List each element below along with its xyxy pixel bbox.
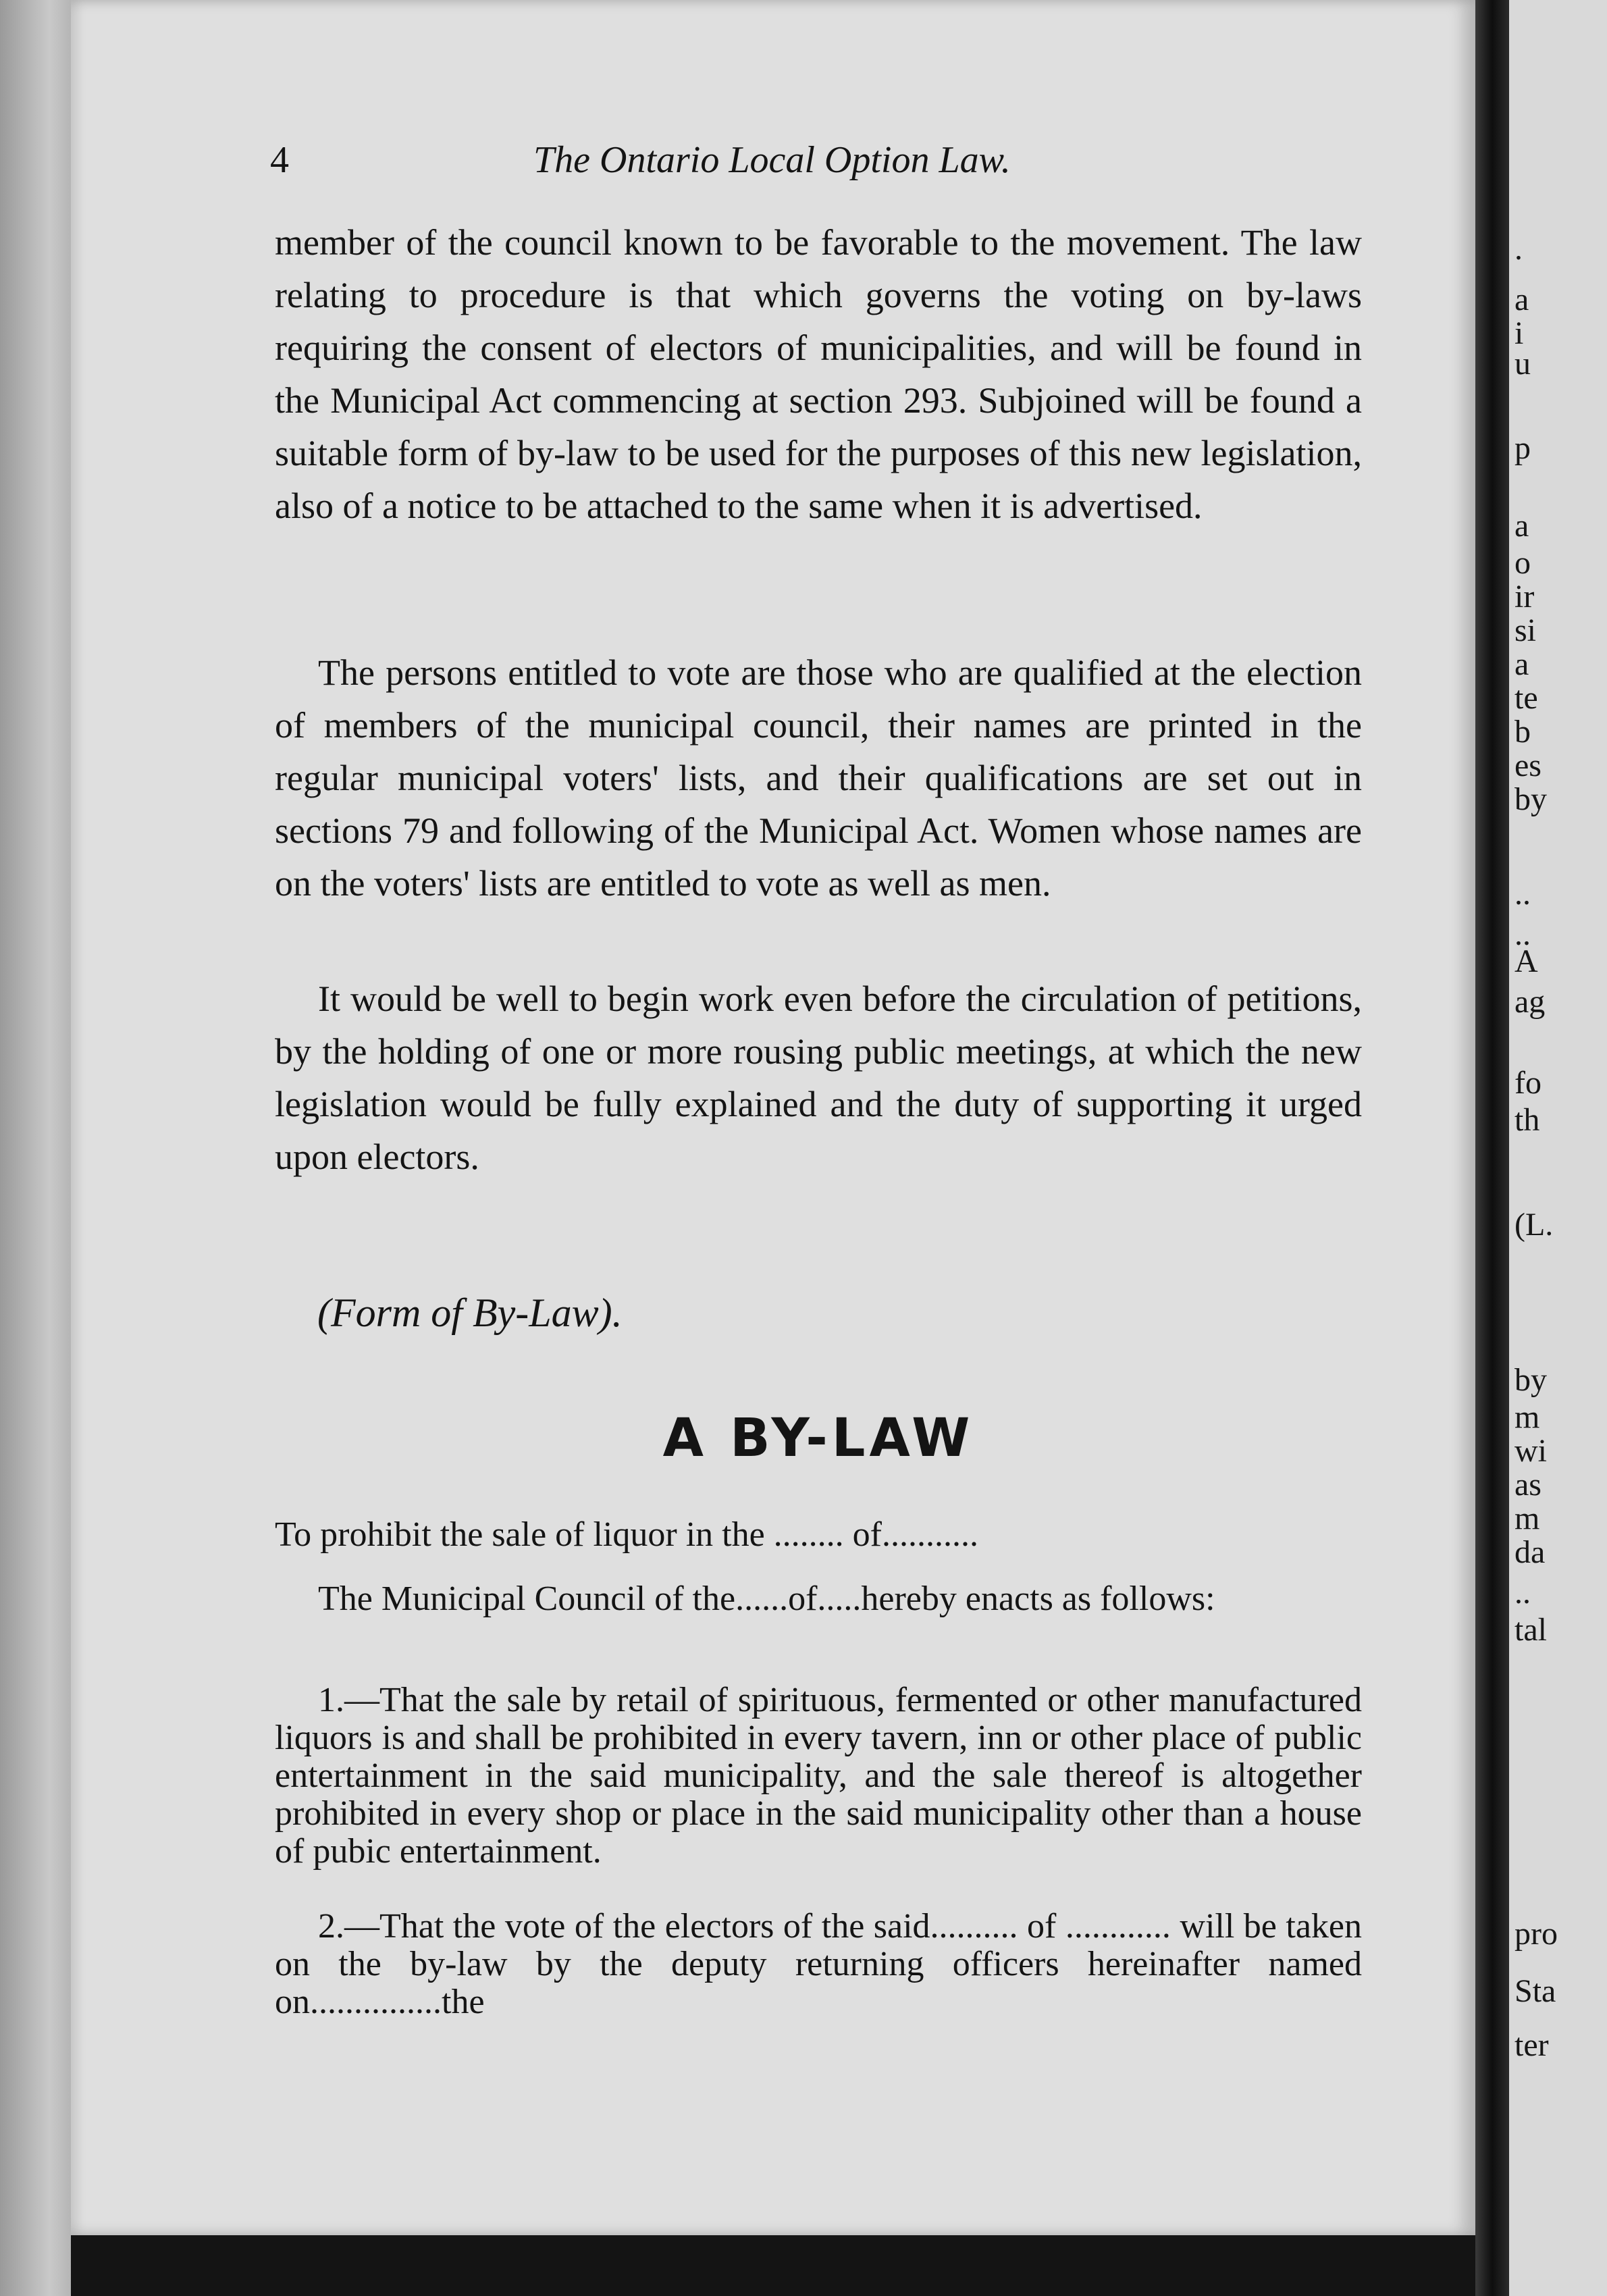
page-header xyxy=(270,138,1384,192)
paragraph-procedure: member of the council known to be favorable to the movement. The law relating to procedure is that which governs the voting on by-laws requiring the consent of electors of municipalities, and will be found in the Municipal Act commencing at section 293. Subjoined will be found a suitable form of by-law to be used for the purposes of this new legislation, also of a notice to be attached to the same when it is advertised. xyxy=(275,222,1362,526)
adjacent-page-fragment: m xyxy=(1514,1399,1540,1435)
page-number: 4 xyxy=(270,139,289,181)
adjacent-page-fragment: si xyxy=(1514,612,1537,648)
adjacent-page-fragment: m xyxy=(1514,1501,1540,1536)
book-gutter xyxy=(1475,0,1509,2296)
bylaw-heading: A BY-LAW xyxy=(662,1408,974,1469)
bylaw-clause-2: 2.—That the vote of the electors of the said.......... of ............ will be taken on the by-law by the deputy returning officers hereinafter named on...............the xyxy=(275,1907,1362,2021)
paragraph-voters: The persons entitled to vote are those who are qualified at the election of members of the municipal council, their names are printed in the regular municipal voters' lists, and their qualifications are set out in sections 79 and following of the Municipal Act. Women whose names are on the voters' lists are entitled to vote as well as men. xyxy=(275,652,1362,904)
adjacent-page-fragment: wi xyxy=(1514,1433,1547,1469)
left-page-edge xyxy=(0,0,71,2296)
adjacent-page-fragment: ag xyxy=(1514,984,1546,1020)
adjacent-page-fragment: .. xyxy=(1514,876,1531,912)
bylaw-council-line: The Municipal Council of the......of.....hereby enacts as follows: xyxy=(318,1580,1215,1618)
adjacent-page-fragment: pro xyxy=(1514,1916,1558,1952)
bottom-shadow xyxy=(71,2235,1475,2296)
adjacent-page-fragment: b xyxy=(1514,714,1531,750)
adjacent-page-fragment: fo xyxy=(1514,1065,1542,1101)
adjacent-page-fragment: by xyxy=(1514,781,1547,817)
adjacent-page-fragment: tal xyxy=(1514,1612,1547,1648)
adjacent-page-fragment: .. xyxy=(1514,1575,1531,1611)
paragraph-meetings: It would be well to begin work even before the circulation of petitions, by the holding of one or more rousing public meetings, at which the new legislation would be fully explained and the duty of supporting it urged upon electors. xyxy=(275,979,1362,1177)
adjacent-page-fragment: te xyxy=(1514,680,1538,716)
adjacent-page-fragment: ter xyxy=(1514,2027,1549,2063)
form-caption: (Form of By-Law). xyxy=(317,1290,623,1335)
adjacent-page-fragment: o xyxy=(1514,545,1531,581)
adjacent-page-fragment: a xyxy=(1514,508,1529,544)
adjacent-page-fragment: (L. xyxy=(1514,1207,1554,1243)
bylaw-clause-1: 1.—That the sale by retail of spirituous, fermented or other manufactured liquors is and shall be prohibited in every tavern, inn or other place of public entertainment in the said municipality, and the sale thereof is altogether prohibited in every shop or place in the said municipality other than a house of pubic entertainment. xyxy=(275,1681,1362,1871)
adjacent-page-fragment: a xyxy=(1514,646,1529,682)
adjacent-page-fragment: a xyxy=(1514,282,1529,317)
adjacent-page-fragment: A xyxy=(1514,943,1538,979)
adjacent-page-fragment: .. xyxy=(1514,916,1531,952)
running-title: The Ontario Local Option Law. xyxy=(533,139,1011,181)
adjacent-page-fragment: th xyxy=(1514,1102,1540,1138)
bylaw-title-line: To prohibit the sale of liquor in the ........ of........... xyxy=(275,1515,978,1554)
adjacent-page-fragment: da xyxy=(1514,1534,1546,1570)
adjacent-page-fragment: u xyxy=(1514,346,1531,382)
adjacent-page-fragment: . xyxy=(1514,231,1523,267)
adjacent-page-fragment: Sta xyxy=(1514,1973,1556,2009)
adjacent-page-fragment: by xyxy=(1514,1362,1547,1398)
adjacent-page-fragment: es xyxy=(1514,748,1542,783)
adjacent-page-fragment: ir xyxy=(1514,579,1535,615)
adjacent-page-fragment: as xyxy=(1514,1467,1542,1503)
adjacent-page-fragment: i xyxy=(1514,315,1524,351)
adjacent-page xyxy=(1509,0,1607,2296)
adjacent-page-fragment: p xyxy=(1514,430,1531,466)
